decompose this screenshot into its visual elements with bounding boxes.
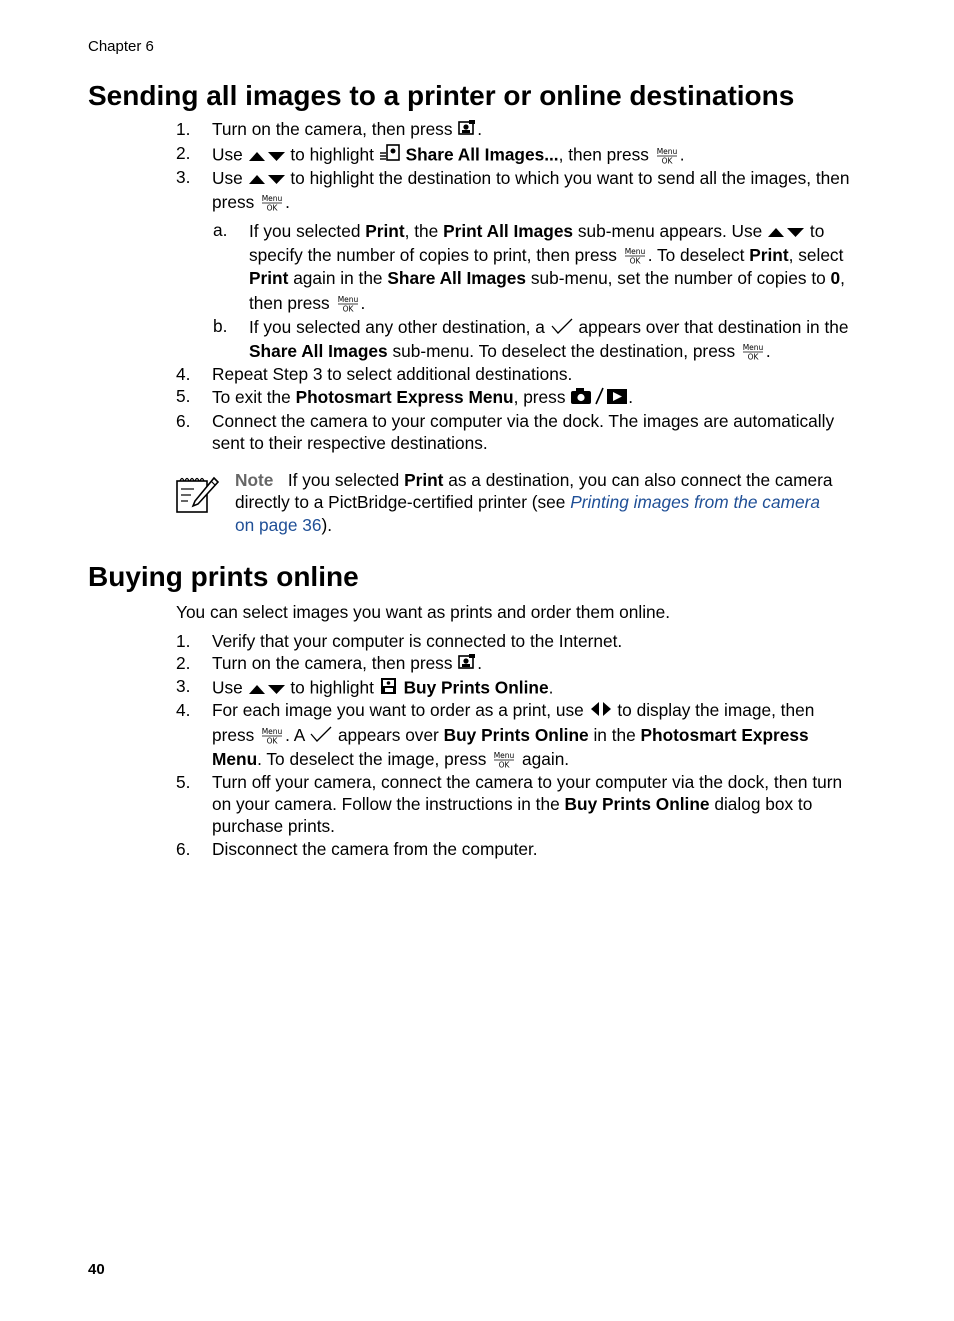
svg-text:Menu: Menu bbox=[261, 194, 283, 204]
svg-text:OK: OK bbox=[266, 203, 278, 213]
step-number: 6. bbox=[176, 411, 191, 431]
step-text: Use to highlight the destination to which you want to send all the images, then bbox=[212, 167, 849, 191]
step-text: For each image you want to order as a print, use to display the image, then bbox=[212, 699, 814, 723]
step-number: 1. bbox=[176, 119, 191, 139]
svg-text:Menu: Menu bbox=[493, 751, 515, 761]
step-number: 1. bbox=[176, 631, 191, 651]
step-number: 6. bbox=[176, 839, 191, 859]
substep-text: If you selected any other destination, a appears over that destination in the bbox=[249, 316, 849, 340]
section-title-sending: Sending all images to a printer or online destinations bbox=[88, 80, 795, 111]
step-number: 2. bbox=[176, 653, 191, 673]
menu-ok-icon bbox=[654, 147, 680, 165]
step-number: 4. bbox=[176, 700, 191, 720]
substep-text: If you selected Print, the Print All Images sub-menu appears. Use to bbox=[249, 220, 824, 244]
step-text-cont: press Menu OK . bbox=[212, 192, 290, 213]
step-text: To exit the Photosmart Express Menu, press . bbox=[212, 386, 633, 410]
section-intro: You can select images you want as prints and order them online. bbox=[176, 602, 671, 622]
svg-text:Menu: Menu bbox=[337, 295, 358, 305]
step-text-cont: sent to their respective destinations. bbox=[212, 433, 488, 453]
page-reference-link[interactable]: on page 36 bbox=[235, 515, 322, 535]
svg-text:Menu: Menu bbox=[624, 247, 646, 257]
menu-ok-icon bbox=[259, 727, 285, 745]
step-number: 3. bbox=[176, 167, 191, 187]
svg-text:OK: OK bbox=[342, 304, 353, 314]
svg-text:OK: OK bbox=[498, 760, 510, 770]
step-text: Use to highlight Share All Images..., then press Menu OK . bbox=[212, 143, 685, 169]
step-number: 2. bbox=[176, 143, 191, 163]
step-text-cont: Menu. To deselect the image, press Menu OK again. bbox=[212, 749, 570, 770]
step-text-cont: purchase prints. bbox=[212, 816, 335, 836]
svg-text:Menu: Menu bbox=[261, 727, 283, 737]
left-right-arrows-icon bbox=[589, 700, 613, 723]
checkmark-icon bbox=[550, 317, 574, 341]
svg-text:OK: OK bbox=[661, 156, 673, 165]
step-text: Disconnect the camera from the computer. bbox=[212, 839, 538, 859]
page-number: 40 bbox=[88, 1261, 105, 1278]
step-text: Repeat Step 3 to select additional destinations. bbox=[212, 364, 573, 384]
step-text: Turn on the camera, then press . bbox=[212, 118, 482, 142]
menu-ok-icon bbox=[491, 751, 517, 769]
step-text: Verify that your computer is connected to the Internet. bbox=[212, 631, 623, 651]
share-all-images-icon bbox=[379, 143, 401, 169]
camera-playback-icon bbox=[570, 387, 628, 411]
note-text: directly to a PictBridge-certified printer (see Printing images from the camera bbox=[235, 492, 820, 512]
note-text: on page 36). bbox=[235, 515, 333, 535]
svg-text:OK: OK bbox=[629, 256, 641, 266]
up-down-arrows-icon bbox=[767, 221, 805, 244]
menu-ok-icon bbox=[335, 295, 361, 313]
substep-letter: a. bbox=[213, 220, 228, 240]
substep-text: specify the number of copies to print, then press Menu OK . To deselect Print, select bbox=[249, 245, 844, 266]
cross-reference-link[interactable]: Printing images from the camera bbox=[570, 492, 820, 512]
step-text-cont: press Menu OK . A appears over Buy Prints Online in the Photosmart Express bbox=[212, 724, 809, 748]
up-down-arrows-icon bbox=[248, 145, 286, 168]
menu-ok-icon bbox=[259, 194, 285, 212]
step-text: Turn off your camera, connect the camera to your computer via the dock, then turn bbox=[212, 772, 843, 792]
step-number: 4. bbox=[176, 364, 191, 384]
section-title-buying: Buying prints online bbox=[88, 561, 359, 592]
svg-text:OK: OK bbox=[747, 352, 759, 362]
note-text: Note If you selected Print as a destination, you can also connect the camera bbox=[235, 470, 833, 490]
menu-ok-icon bbox=[622, 247, 648, 265]
menu-ok-icon bbox=[740, 343, 766, 361]
svg-text:OK: OK bbox=[266, 736, 278, 746]
substep-text: Share All Images sub-menu. To deselect the destination, press Menu OK . bbox=[249, 341, 771, 362]
step-text: Use to highlight Buy Prints Online. bbox=[212, 676, 553, 702]
buy-prints-online-icon bbox=[379, 676, 399, 702]
step-number: 3. bbox=[176, 676, 191, 696]
substep-text: Print again in the Share All Images sub-menu, set the number of copies to 0, bbox=[249, 268, 845, 288]
step-text: Turn on the camera, then press . bbox=[212, 652, 482, 676]
svg-text:Menu: Menu bbox=[656, 146, 678, 156]
svg-text:Menu: Menu bbox=[742, 343, 764, 353]
chapter-header: Chapter 6 bbox=[88, 38, 154, 55]
up-down-arrows-icon bbox=[248, 678, 286, 701]
photosmart-express-icon bbox=[457, 119, 477, 143]
step-number: 5. bbox=[176, 772, 191, 792]
photosmart-express-icon bbox=[457, 653, 477, 677]
step-text-cont: on your camera. Follow the instructions in the Buy Prints Online dialog box to bbox=[212, 794, 813, 814]
note-icon bbox=[174, 473, 220, 520]
note-label: Note bbox=[235, 470, 274, 490]
checkmark-icon bbox=[309, 725, 333, 749]
substep-text: then press Menu OK . bbox=[249, 293, 366, 314]
step-text: Connect the camera to your computer via the dock. The images are automatically bbox=[212, 411, 835, 431]
up-down-arrows-icon bbox=[248, 168, 286, 191]
substep-letter: b. bbox=[213, 316, 228, 336]
step-number: 5. bbox=[176, 386, 191, 406]
